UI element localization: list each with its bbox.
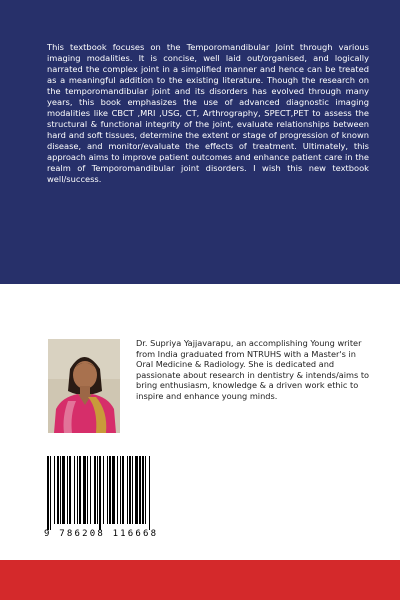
barcode-bar <box>120 456 121 524</box>
book-blurb: This textbook focuses on the Temporomandibular Joint through various imaging modalities. It is concise, well laid out/organised, and logically narrated the complex joint in a simplified manner and hence can be treated as a meaningful addition to the existing literature. Though the research on the temporomandibular joint and its disorders has evolved through many years, this book emphasizes the use of advanced diagnostic imaging modalities like CBCT ,MRI ,USG, CT, Arthrography, SPECT,PET to assess the structural & functional integrity of the joint, evaluate relationships between hard and soft tissues, determine the extent or stage of progression of known disease, and monitor/evaluate the effects of treatment. Ultimately, this approach aims to improve patient outcomes and enhance patient care in the realm of Temporomandibular joint disorders. I wish this new textbook well/success. <box>47 42 369 184</box>
barcode-bar <box>109 456 111 524</box>
barcode-bar <box>99 456 101 530</box>
barcode-bar <box>47 456 49 530</box>
barcode-bar <box>79 456 81 524</box>
isbn-barcode <box>44 456 186 544</box>
barcode-bar <box>50 456 51 530</box>
barcode-bar <box>54 456 55 524</box>
barcode-bar <box>135 456 138 524</box>
bottom-color-band <box>0 560 400 600</box>
author-bio: Dr. Supriya Yajjavarapu, an accomplishing Young writer from India graduated from NTRUHS with a Master's in Oral Medicine & Radiology. She is dedicated and passionate about research in dentistry & intends/aims to bring enthusiasm, knowledge & a driven work ethic to inspire and enhance young minds. <box>136 338 370 401</box>
barcode-bar <box>149 456 150 530</box>
barcode-bar <box>94 456 96 524</box>
barcode-icon <box>44 456 186 530</box>
barcode-bar <box>77 456 78 524</box>
barcode-bar <box>107 456 108 524</box>
barcode-bar <box>127 456 128 524</box>
blurb-panel <box>0 0 400 284</box>
barcode-bar <box>145 456 146 524</box>
barcode-bar <box>139 456 141 524</box>
barcode-bar <box>103 456 104 524</box>
barcode-bar <box>69 456 71 524</box>
barcode-bar <box>142 456 144 524</box>
barcode-bar <box>57 456 59 524</box>
barcode-bar <box>60 456 61 524</box>
isbn-number: 9 786208 116668 <box>44 529 159 539</box>
barcode-bar <box>112 456 115 524</box>
barcode-bar <box>129 456 131 524</box>
barcode-bar <box>122 456 124 524</box>
barcode-bar <box>132 456 133 524</box>
barcode-bar <box>74 456 75 524</box>
barcode-bar <box>117 456 118 524</box>
barcode-bar <box>87 456 88 524</box>
barcode-bar <box>67 456 68 524</box>
barcode-bar <box>97 456 98 524</box>
author-photo <box>48 339 120 433</box>
barcode-bar <box>83 456 86 524</box>
barcode-bar <box>90 456 91 524</box>
barcode-bar <box>62 456 65 524</box>
